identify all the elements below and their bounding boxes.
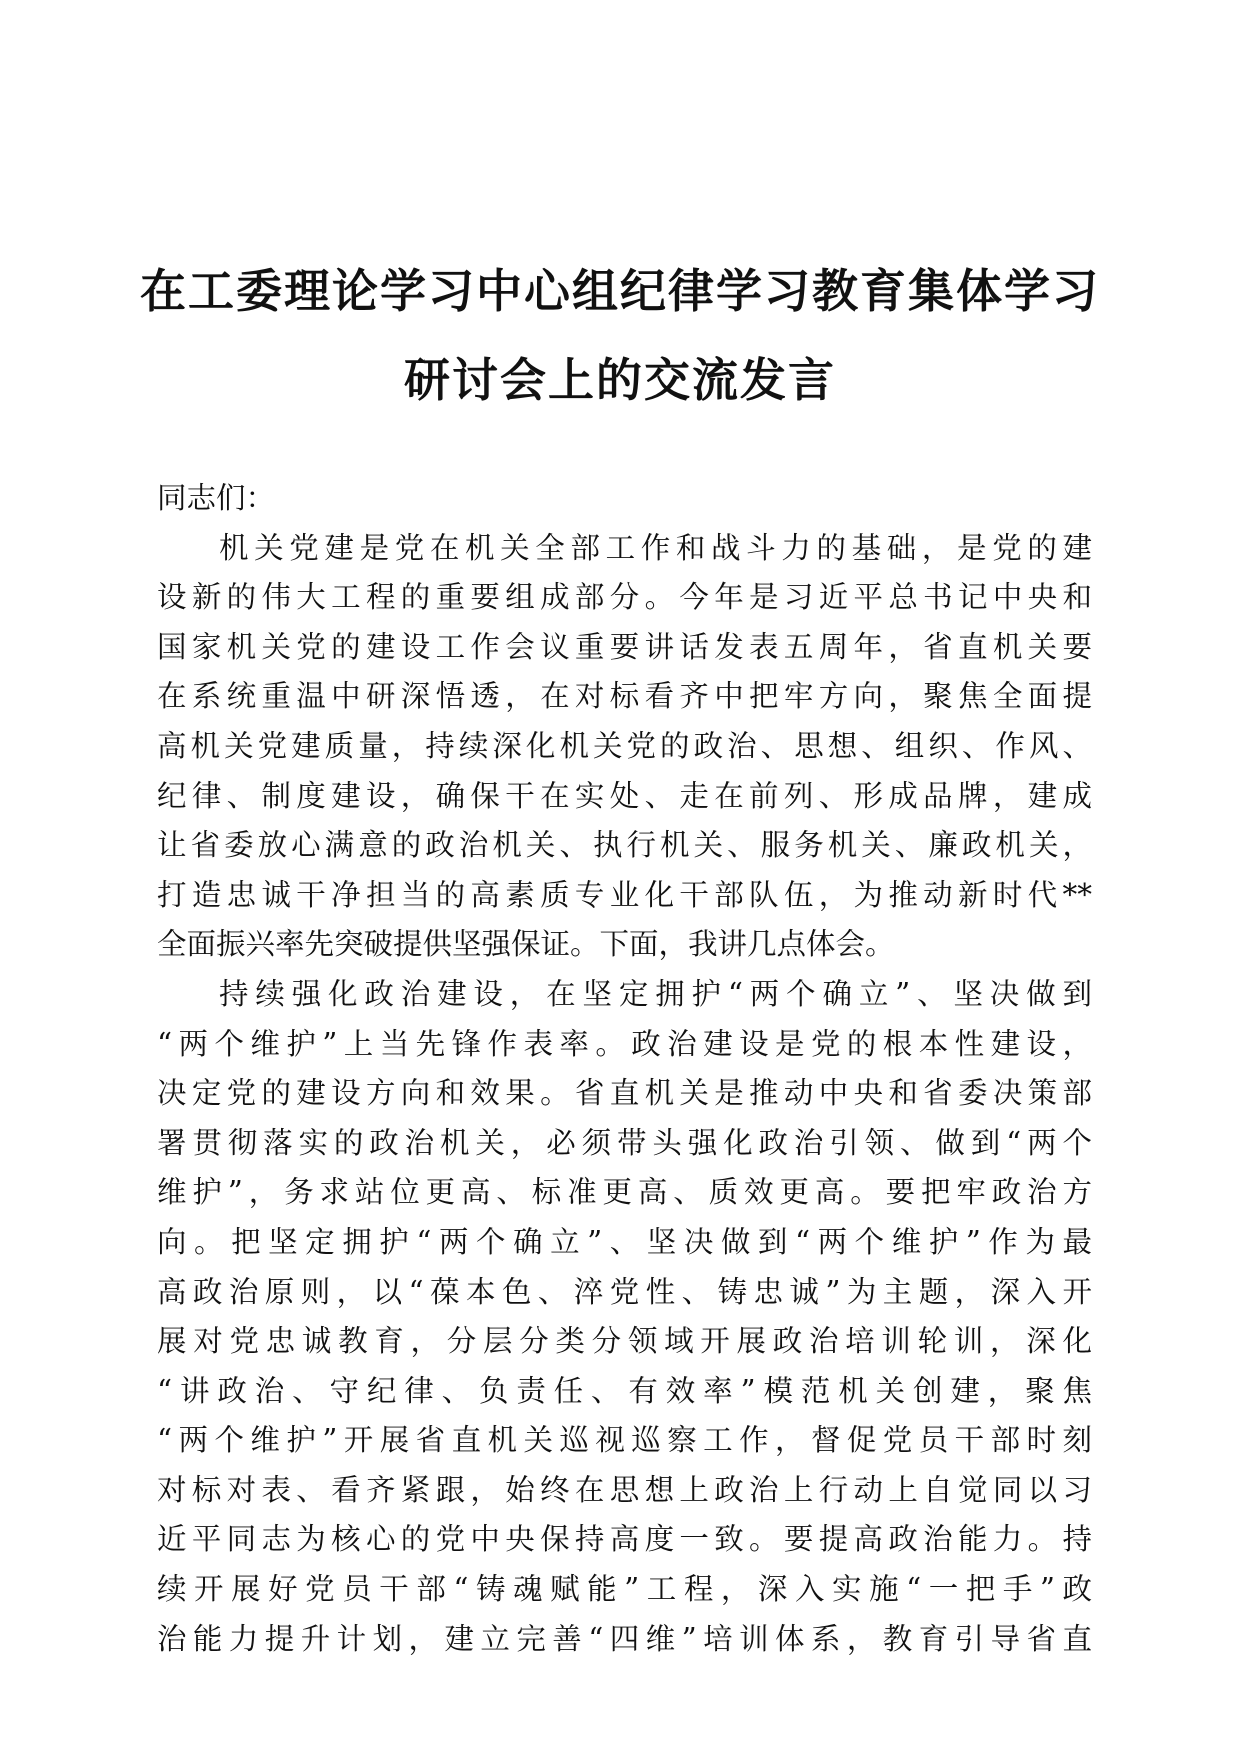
body-line: “讲政治、守纪律、负责任、有效率”模范机关创建，聚焦 <box>157 1373 1092 1408</box>
salutation: 同志们： <box>157 481 276 515</box>
body-line: 机关党建是党在机关全部工作和战斗力的基础，是党的建 <box>219 530 1092 565</box>
body-line: 高政治原则，以“葆本色、淬党性、铸忠诚”为主题，深入开 <box>157 1274 1092 1309</box>
body-line: 对标对表、看齐紧跟，始终在思想上政治上行动上自觉同以习 <box>157 1472 1092 1507</box>
body-line: 纪律、制度建设，确保干在实处、走在前列、形成品牌，建成 <box>157 778 1092 813</box>
body-line: 全面振兴率先突破提供坚强保证。下面，我讲几点体会。 <box>157 927 895 962</box>
body-line: 决定党的建设方向和效果。省直机关是推动中央和省委决策部 <box>157 1076 1092 1111</box>
body-line: 持续强化政治建设，在坚定拥护“两个确立”、坚决做到 <box>219 976 1092 1011</box>
body-line: “两个维护”开展省直机关巡视巡察工作，督促党员干部时刻 <box>157 1423 1092 1458</box>
body-line: 让省委放心满意的政治机关、执行机关、服务机关、廉政机关， <box>157 828 1092 863</box>
document-title-line-1: 在工委理论学习中心组纪律学习教育集体学习 <box>140 264 1100 318</box>
body-line: 高机关党建质量，持续深化机关党的政治、思想、组织、作风、 <box>157 728 1092 763</box>
body-line: 维护”，务求站位更高、标准更高、质效更高。要把牢政治方 <box>157 1175 1092 1210</box>
body-line: “两个维护”上当先锋作表率。政治建设是党的根本性建设， <box>157 1026 1092 1061</box>
document-body <box>157 474 1092 1664</box>
body-line: 续开展好党员干部“铸魂赋能”工程，深入实施“一把手”政 <box>157 1572 1092 1607</box>
body-line: 打造忠诚干净担当的高素质专业化干部队伍，为推动新时代** <box>157 877 1092 912</box>
body-line: 国家机关党的建设工作会议重要讲话发表五周年，省直机关要 <box>157 629 1092 664</box>
document-title-line-2: 研讨会上的交流发言 <box>404 353 836 407</box>
body-line: 展对党忠诚教育，分层分类分领域开展政治培训轮训，深化 <box>157 1324 1092 1359</box>
body-line: 在系统重温中研深悟透，在对标看齐中把牢方向，聚焦全面提 <box>157 679 1092 714</box>
body-line: 设新的伟大工程的重要组成部分。今年是习近平总书记中央和 <box>157 580 1092 615</box>
body-line: 治能力提升计划，建立完善“四维”培训体系，教育引导省直 <box>157 1621 1092 1656</box>
body-line: 近平同志为核心的党中央保持高度一致。要提高政治能力。持 <box>157 1522 1092 1557</box>
body-line: 向。把坚定拥护“两个确立”、坚决做到“两个维护”作为最 <box>157 1224 1092 1259</box>
body-line: 署贯彻落实的政治机关，必须带头强化政治引领、做到“两个 <box>157 1125 1092 1160</box>
